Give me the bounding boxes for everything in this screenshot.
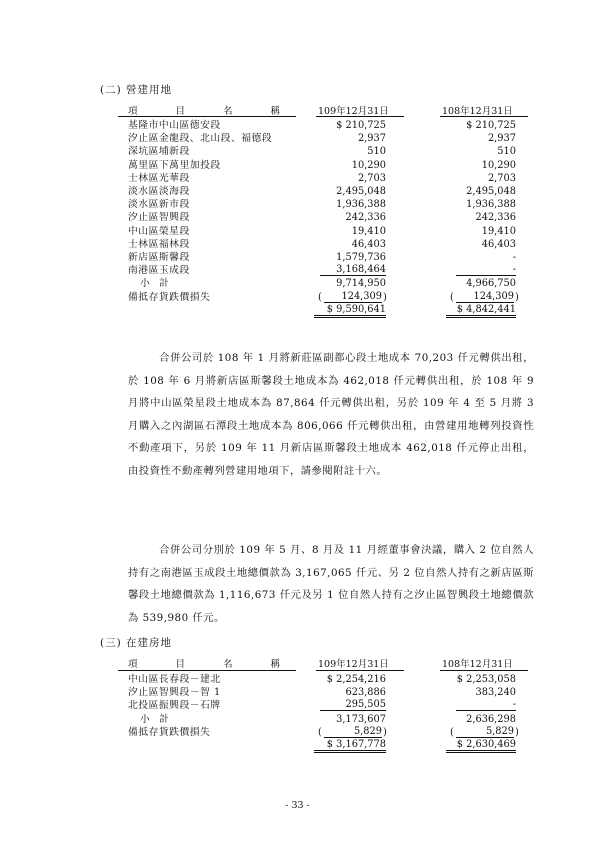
header-rule	[118, 670, 296, 671]
subtotal-2020: 3,173,607	[336, 713, 386, 725]
table-row	[128, 185, 528, 198]
note-paragraph-2	[128, 539, 534, 629]
header-rule	[316, 116, 404, 117]
row-label: 新店區斯馨段	[128, 252, 190, 263]
value-2019: $ 2,253,058	[456, 674, 516, 685]
total-2019: $ 4,842,441	[446, 304, 516, 318]
row-label: 深坑區埔新段	[128, 146, 190, 158]
value-2019: 1,936,388	[466, 199, 516, 211]
header-rule	[316, 670, 404, 671]
value-2020: $ 2,254,216	[326, 674, 386, 685]
value-2020: $ 210,725	[336, 120, 386, 131]
table-row	[128, 304, 528, 317]
table-row	[128, 238, 528, 251]
header-char: 名	[223, 659, 233, 670]
header-rule	[118, 116, 296, 117]
header-col-2020: 109年12月31日	[318, 659, 389, 670]
header-col-2019: 108年12月31日	[442, 106, 513, 117]
table-row	[128, 726, 528, 739]
row-label: 士林區光華段	[128, 172, 190, 184]
section-title-construction-land: (二) 營建用地	[100, 84, 173, 96]
table-row	[128, 739, 528, 752]
header-char: 項	[128, 106, 138, 117]
paren: (	[318, 291, 322, 303]
row-label: 南港區玉成段	[128, 265, 190, 277]
value-2019: 46,403	[481, 238, 516, 250]
header-char: 目	[175, 659, 186, 670]
paren: (	[450, 291, 454, 303]
value-2019: 510	[497, 146, 516, 158]
row-label: 北投區振興段－石牌	[128, 700, 221, 712]
value-2019: 2,495,048	[466, 186, 516, 197]
subtotal-2019: 2,636,298	[466, 713, 516, 725]
value-2020: 510	[367, 146, 386, 158]
section-title-construction-in-progress: (三) 在建房地	[100, 637, 173, 649]
value-2020: 242,336	[345, 212, 386, 224]
table-row	[128, 713, 528, 726]
value-2020: 295,505	[320, 699, 386, 711]
row-label: 汐止區智興段－智 1	[128, 687, 221, 699]
table-row	[128, 119, 528, 132]
value-2019: 2,937	[487, 133, 516, 145]
allowance-label: 備抵存貨跌價損失	[128, 291, 211, 303]
table-row	[128, 699, 528, 712]
value-2020: 2,495,048	[336, 186, 386, 197]
table-row	[128, 172, 528, 185]
paren: )	[383, 291, 387, 303]
value-2020: 10,290	[351, 159, 386, 171]
table-row	[128, 132, 528, 145]
table-row	[128, 211, 528, 224]
value-2019: -	[456, 264, 516, 276]
value-2020: 1,936,388	[336, 199, 386, 211]
row-label: 汐止區智興段	[128, 212, 190, 224]
allowance-2019: 5,829	[456, 726, 514, 738]
value-2019: -	[512, 252, 516, 263]
table-row	[128, 291, 528, 304]
paren: )	[383, 726, 387, 738]
subtotal-label: 小 計	[140, 278, 169, 290]
subtotal-2019: 4,966,750	[466, 278, 516, 290]
paren: )	[515, 726, 519, 738]
table-row	[128, 225, 528, 238]
subtotal-label: 小 計	[140, 713, 169, 725]
table-row	[128, 251, 528, 264]
value-2019: 383,240	[475, 687, 516, 699]
paren: )	[515, 291, 519, 303]
header-item-name	[128, 103, 280, 117]
value-2019: -	[456, 699, 516, 711]
value-2019: 10,290	[481, 159, 516, 171]
header-col-2020: 109年12月31日	[318, 106, 389, 117]
table-row	[128, 673, 528, 686]
allowance-2019: 124,309	[456, 291, 514, 303]
header-rule	[440, 116, 528, 117]
header-rule	[440, 670, 528, 671]
paren: (	[318, 726, 322, 738]
row-label: 士林區福林段	[128, 238, 190, 250]
row-label: 中山區榮星段	[128, 225, 190, 237]
table-row	[128, 145, 528, 158]
table-row	[128, 264, 528, 277]
header-char: 目	[175, 106, 186, 117]
value-2019: 19,410	[481, 225, 516, 237]
total-2020: $ 9,590,641	[314, 304, 386, 318]
paragraph-text: 合併公司於 108 年 1 月將新莊區副都心段土地成本 70,203 仟元轉供出租，於 108 年 6 月將新店區斯馨段土地成本為 462,018 仟元轉供出租，於 108 年 9 月將中山區榮星段土地成本為 87,864 仟元轉供出租，另於 109 年 4 至 5 月將 3 月購入之內湖區石潭段土地成本為 806,066 仟元轉供出租，由營建用地轉列投資性不動產項下，另於 109 年 11 月新店區斯馨段土地成本 462,018 仟元停止出租，由投資性不動產轉列營建用地項下，請參閱附註十六。	[128, 352, 534, 477]
row-label: 淡水區淡海段	[128, 186, 190, 197]
paragraph-text: 合併公司分別於 109 年 5 月、8 月及 11 月經董事會決議，購入 2 位自然人持有之南港區玉成段土地總價款為 3,167,065 仟元、另 2 位自然人持有之新店區斯馨段土地總價款為 1,116,673 仟元及另 1 位自然人持有之汐止區智興段土地總價款為 539,980 仟元。	[128, 544, 534, 624]
header-item-name	[128, 656, 280, 670]
table-row	[128, 159, 528, 172]
subtotal-2020: 9,714,950	[336, 278, 386, 290]
allowance-2020: 5,829	[324, 726, 382, 738]
row-label: 淡水區新市段	[128, 199, 190, 211]
row-label: 汐止區金龍段、北山段、福德段	[128, 133, 273, 145]
header-char: 項	[128, 659, 138, 670]
row-label: 中山區長春段－建北	[128, 674, 221, 685]
value-2019: $ 210,725	[466, 120, 516, 131]
value-2020: 623,886	[345, 687, 386, 699]
row-label: 基隆市中山區德安段	[128, 120, 221, 131]
header-char: 稱	[270, 106, 281, 117]
table-row	[128, 277, 528, 290]
value-2020: 1,579,736	[336, 252, 386, 263]
table-row	[128, 686, 528, 699]
paren: (	[450, 726, 454, 738]
value-2020: 46,403	[351, 238, 386, 250]
value-2019: 2,703	[487, 172, 516, 184]
total-2020: $ 3,167,778	[314, 739, 386, 753]
allowance-label: 備抵存貨跌價損失	[128, 726, 211, 738]
table-row	[128, 198, 528, 211]
value-2019: 242,336	[475, 212, 516, 224]
row-label: 萬里區下萬里加投段	[128, 159, 221, 171]
header-char: 名	[223, 106, 233, 117]
allowance-2020: 124,309	[324, 291, 382, 303]
header-col-2019: 108年12月31日	[442, 659, 513, 670]
note-paragraph-1	[128, 347, 534, 483]
value-2020: 2,937	[357, 133, 386, 145]
total-2019: $ 2,630,469	[446, 739, 516, 753]
header-char: 稱	[270, 659, 281, 670]
value-2020: 2,703	[357, 172, 386, 184]
value-2020: 3,168,464	[320, 264, 386, 276]
page-number: - 33 -	[285, 800, 310, 811]
value-2020: 19,410	[351, 225, 386, 237]
